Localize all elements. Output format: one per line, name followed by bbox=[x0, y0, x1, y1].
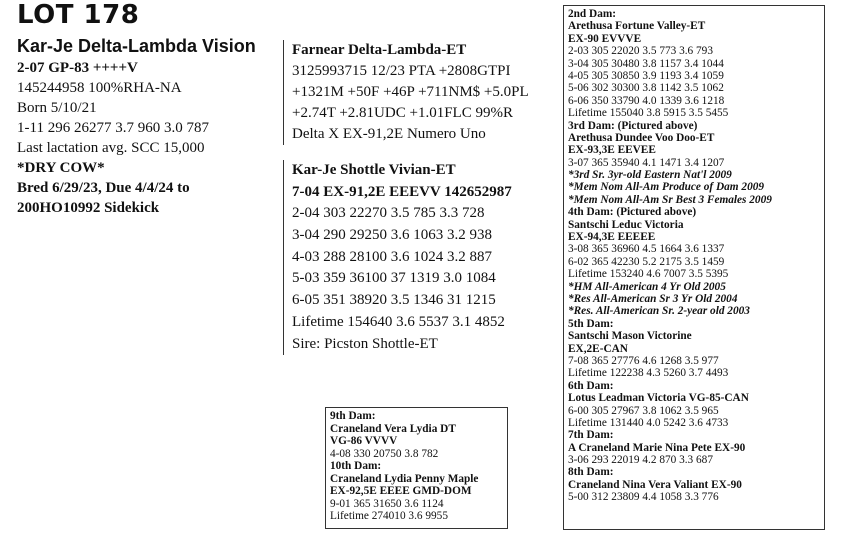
pedigree-line: 5-06 302 30300 3.8 1142 3.5 1062 bbox=[568, 82, 724, 95]
pedigree-line: 2nd Dam: bbox=[568, 8, 617, 20]
pedigree-line: 3rd Dam: (Pictured above) bbox=[568, 119, 698, 132]
pedigree-line: Arethusa Fortune Valley-ET bbox=[568, 20, 706, 33]
pedigree-line: 6-06 350 33790 4.0 1339 3.6 1218 bbox=[568, 94, 725, 107]
pedigree-line: Lifetime 122238 4.3 5260 3.7 4493 bbox=[568, 367, 729, 380]
pedigree-line: Arethusa Dundee Voo Doo-ET bbox=[568, 131, 715, 144]
pedigree-line: *3rd Sr. 3yr-old Eastern Nat'l 2009 bbox=[568, 169, 732, 182]
pedigree-line: 3-04 305 30480 3.8 1157 3.4 1044 bbox=[568, 57, 724, 70]
ancestry-box-2nd-8th-dam bbox=[563, 5, 825, 530]
pedigree-line: A Craneland Marie Nina Pete EX-90 bbox=[568, 441, 746, 454]
pedigree-line: Santschi Leduc Victoria bbox=[568, 218, 684, 231]
animal-details bbox=[17, 58, 209, 218]
pedigree-line: 200HO10992 Sidekick bbox=[17, 200, 160, 216]
pedigree-line: Craneland Lydia Penny Maple bbox=[330, 472, 479, 485]
pedigree-line: 4-05 305 30850 3.9 1193 3.4 1059 bbox=[568, 69, 724, 82]
pedigree-line: Santschi Mason Victorine bbox=[568, 330, 692, 343]
pedigree-line: 6-02 365 42230 5.2 2175 3.5 1459 bbox=[568, 255, 725, 268]
pedigree-line: 3125993715 12/23 PTA +2808GTPI bbox=[292, 63, 511, 79]
pedigree-line: 5-00 312 23809 4.4 1058 3.3 776 bbox=[568, 491, 719, 504]
pedigree-line: +2.74T +2.81UDC +1.01FLC 99%R bbox=[292, 105, 513, 121]
sire-pedigree bbox=[283, 40, 564, 145]
pedigree-line: Bred 6/29/23, Due 4/4/24 to bbox=[17, 180, 190, 196]
pedigree-line: Lifetime 131440 4.0 5242 3.6 4733 bbox=[568, 416, 729, 429]
pedigree-line: +1321M +50F +46P +711NM$ +5.0PL bbox=[292, 84, 529, 100]
pedigree-line: Delta X EX-91,2E Numero Uno bbox=[292, 126, 486, 142]
pedigree-line: Lifetime 274010 3.6 9955 bbox=[330, 510, 448, 522]
dam-pedigree bbox=[283, 160, 564, 355]
pedigree-line: 9th Dam: bbox=[330, 410, 376, 422]
pedigree-line: EX-93,3E EEVEE bbox=[568, 144, 656, 157]
pedigree-line: *Mem Nom All-Am Sr Best 3 Females 2009 bbox=[568, 193, 772, 206]
pedigree-line: Lifetime 154640 3.6 5537 3.1 4852 bbox=[292, 313, 505, 330]
pedigree-line: 2-03 305 22020 3.5 773 3.6 793 bbox=[568, 45, 713, 58]
pedigree-line: *HM All-American 4 Yr Old 2005 bbox=[568, 280, 726, 293]
pedigree-line: Lifetime 155040 3.8 5915 3.5 5455 bbox=[568, 107, 729, 120]
pedigree-line: Sire: Picston Shottle-ET bbox=[292, 335, 438, 352]
animal-name: Kar-Je Delta-Lambda Vision bbox=[17, 36, 256, 56]
pedigree-line: 2-07 GP-83 ++++V bbox=[17, 60, 138, 76]
pedigree-line: VG-86 VVVV bbox=[330, 435, 398, 447]
pedigree-line: Farnear Delta-Lambda-ET bbox=[292, 42, 467, 58]
pedigree-line: 2-04 303 22270 3.5 785 3.3 728 bbox=[292, 205, 485, 222]
pedigree-line: Craneland Nina Vera Valiant EX-90 bbox=[568, 478, 742, 491]
pedigree-line: *Res. All-American Sr. 2-year old 2003 bbox=[568, 305, 750, 318]
pedigree-line: 4-03 288 28100 3.6 1024 3.2 887 bbox=[292, 248, 492, 265]
pedigree-line: Last lactation avg. SCC 15,000 bbox=[17, 140, 205, 156]
pedigree-line: 10th Dam: bbox=[330, 460, 382, 472]
pedigree-line: *Mem Nom All-Am Produce of Dam 2009 bbox=[568, 181, 765, 194]
pedigree-line: Lotus Leadman Victoria VG-85-CAN bbox=[568, 392, 749, 405]
pedigree-line: 3-08 365 36960 4.5 1664 3.6 1337 bbox=[568, 243, 725, 256]
pedigree-line: 3-04 290 29250 3.6 1063 3.2 938 bbox=[292, 227, 492, 244]
pedigree-line: Kar-Je Shottle Vivian-ET bbox=[292, 162, 456, 178]
ancestry-box-9th-10th-dam bbox=[325, 407, 508, 529]
pedigree-line: 1-11 296 26277 3.7 960 3.0 787 bbox=[17, 120, 209, 136]
pedigree-line: EX,2E-CAN bbox=[568, 342, 628, 355]
pedigree-line: 9-01 365 31650 3.6 1124 bbox=[330, 497, 444, 510]
pedigree-line: 5th Dam: bbox=[568, 317, 614, 330]
pedigree-line: EX-92,5E EEEE GMD-DOM bbox=[330, 485, 472, 497]
pedigree-line: 3-06 293 22019 4.2 870 3.3 687 bbox=[568, 454, 713, 467]
pedigree-line: EX-94,3E EEEEE bbox=[568, 231, 656, 244]
pedigree-line: 7-08 365 27776 4.6 1268 3.5 977 bbox=[568, 354, 719, 367]
pedigree-line: 145244958 100%RHA-NA bbox=[17, 80, 182, 96]
pedigree-line: Craneland Vera Lydia DT bbox=[330, 422, 456, 435]
pedigree-line: EX-90 EVVVE bbox=[568, 32, 642, 45]
lot-number: LOT 178 bbox=[17, 0, 140, 30]
pedigree-line: Born 5/10/21 bbox=[17, 100, 97, 116]
pedigree-line: *Res All-American Sr 3 Yr Old 2004 bbox=[568, 292, 738, 305]
pedigree-line: 6-05 351 38920 3.5 1346 31 1215 bbox=[292, 292, 496, 309]
pedigree-line: 8th Dam: bbox=[568, 466, 614, 479]
pedigree-line: *DRY COW* bbox=[17, 160, 105, 176]
pedigree-line: 6th Dam: bbox=[568, 379, 614, 392]
pedigree-line: 4-08 330 20750 3.8 782 bbox=[330, 447, 439, 460]
pedigree-line: 6-00 305 27967 3.8 1062 3.5 965 bbox=[568, 404, 719, 417]
pedigree-line: 5-03 359 36100 37 1319 3.0 1084 bbox=[292, 270, 496, 287]
pedigree-line: 4th Dam: (Pictured above) bbox=[568, 206, 697, 219]
pedigree-line: 7-04 EX-91,2E EEEVV 142652987 bbox=[292, 183, 512, 200]
pedigree-line: Lifetime 153240 4.6 7007 3.5 5395 bbox=[568, 268, 729, 281]
pedigree-line: 7th Dam: bbox=[568, 429, 614, 442]
pedigree-line: 3-07 365 35940 4.1 1471 3.4 1207 bbox=[568, 156, 725, 169]
